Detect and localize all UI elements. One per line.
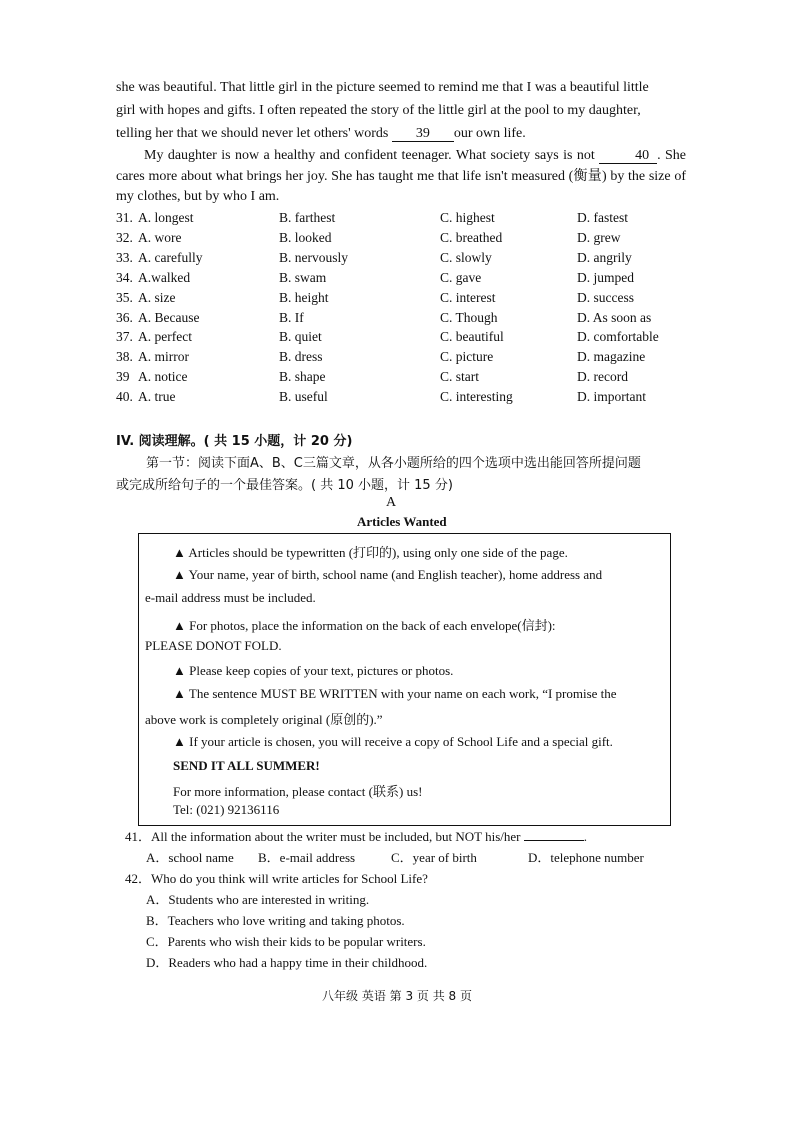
option-a: A. wore xyxy=(138,229,182,245)
option-row-number: 31. xyxy=(116,210,133,225)
option-c: C. beautiful xyxy=(440,329,504,345)
option-c: C. interesting xyxy=(440,389,513,405)
question-41-tail: . xyxy=(583,829,587,844)
option-b: B. dress xyxy=(279,349,323,365)
option-row-number: 35. xyxy=(116,289,133,305)
section-instruction-1: 第一节：阅读下面A、B、C三篇文章，从各小题所给的四个选项中选出能回答所提问题 xyxy=(146,456,641,471)
page-footer: 八年级 英语 第 3 页 共 8 页 xyxy=(322,989,472,1003)
notice-line-1: ▲ Articles should be typewritten (打印的), using only one side of the page. xyxy=(173,545,568,560)
section-iv-title: IV. 阅读理解。( 共 15 小题，计 20 分) xyxy=(116,434,353,449)
option-b: B. shape xyxy=(279,369,326,385)
option-a: A. mirror xyxy=(138,349,189,365)
passage-line-1: she was beautiful. That little girl in the picture seemed to remind me that I was a beautiful little xyxy=(116,80,649,95)
option-a: A.walked xyxy=(138,269,191,285)
question-41-option-b: B．e-mail address xyxy=(258,850,356,865)
option-d: D. success xyxy=(577,289,634,305)
notice-line-8: For more information, please contact (联系) us! xyxy=(173,784,423,799)
question-41-blank xyxy=(524,840,584,841)
question-41-text: 41．All the information about the writer must be included, but NOT his/her xyxy=(125,829,521,844)
option-b: B. quiet xyxy=(279,329,322,345)
option-b: B. height xyxy=(279,289,329,305)
question-42-option-b: B．Teachers who love writing and taking photos. xyxy=(146,913,405,928)
option-b: B. useful xyxy=(279,389,328,405)
notice-line-5a: ▲ The sentence MUST BE WRITTEN with your name on each work, “I promise the xyxy=(173,686,617,701)
option-b: B. looked xyxy=(279,229,332,245)
option-a: A. longest xyxy=(138,210,194,225)
passage-paragraph-2 xyxy=(116,146,686,208)
passage-line-3-start: telling her that we should never let others' words xyxy=(116,126,389,141)
option-a: A. notice xyxy=(138,369,188,385)
passage-letter: A xyxy=(386,495,397,510)
notice-line-3b: PLEASE DONOT FOLD. xyxy=(145,638,282,653)
option-c: C. slowly xyxy=(440,249,492,265)
section-instruction-2: 或完成所给句子的一个最佳答案。( 共 10 小题，计 15 分) xyxy=(116,478,453,493)
notice-line-7: SEND IT ALL SUMMER! xyxy=(173,758,320,773)
question-41-option-d: D．telephone number xyxy=(528,850,644,865)
option-b: B. nervously xyxy=(279,249,348,265)
question-42-option-c: C．Parents who wish their kids to be popular writers. xyxy=(146,934,426,949)
option-b: B. If xyxy=(279,309,304,325)
notice-box xyxy=(138,533,671,826)
article-title: Articles Wanted xyxy=(357,514,447,529)
option-d: D. comfortable xyxy=(577,329,659,345)
option-row-number: 38. xyxy=(116,349,133,365)
question-41-stem xyxy=(125,826,587,845)
notice-line-9: Tel: (021) 92136116 xyxy=(173,802,280,817)
option-c: C. breathed xyxy=(440,229,503,245)
option-b: B. farthest xyxy=(279,210,336,225)
paragraph-2-start: My daughter is now a healthy and confident teenager. What society says is not xyxy=(144,148,595,163)
passage-line-2: girl with hopes and gifts. I often repeated the story of the little girl at the pool to my daughter, xyxy=(116,103,641,118)
notice-line-2b: e-mail address must be included. xyxy=(145,590,316,605)
option-row-number: 33. xyxy=(116,249,133,265)
paragraph-2-end: . She cares more about what brings her joy. She has taught me that life isn't measured (衡量) by the size of my clothes, but by who I am. xyxy=(116,148,687,204)
notice-line-3: ▲ For photos, place the information on the back of each envelope(信封): xyxy=(173,618,556,633)
option-c: C. Though xyxy=(440,309,498,325)
option-d: D. angrily xyxy=(577,249,632,265)
option-c: C. gave xyxy=(440,269,482,285)
option-d: D. grew xyxy=(577,229,621,245)
option-d: D. fastest xyxy=(577,210,628,225)
question-41-option-a: A．school name xyxy=(146,850,234,865)
notice-line-5b: above work is completely original (原创的).” xyxy=(145,712,383,727)
option-row-number: 40. xyxy=(116,389,133,405)
option-a: A. true xyxy=(138,389,176,405)
option-d: D. As soon as xyxy=(577,309,652,325)
blank-39: 39 xyxy=(392,126,454,142)
option-c: C. picture xyxy=(440,349,494,365)
question-41-option-c: C．year of birth xyxy=(391,850,477,865)
option-d: D. magazine xyxy=(577,349,646,365)
option-a: A. size xyxy=(138,289,176,305)
option-a: A. perfect xyxy=(138,329,192,345)
option-d: D. important xyxy=(577,389,646,405)
passage-line-3-end: our own life. xyxy=(453,126,526,141)
question-42-option-a: A．Students who are interested in writing. xyxy=(146,892,370,907)
option-c: C. interest xyxy=(440,289,496,305)
option-row-number: 32. xyxy=(116,229,133,245)
passage-line-3 xyxy=(116,126,526,142)
option-row-number: 37. xyxy=(116,329,133,345)
notice-line-2a: ▲ Your name, year of birth, school name (and English teacher), home address and xyxy=(173,567,603,582)
question-42-stem: 42．Who do you think will write articles for School Life? xyxy=(125,871,428,886)
option-a: A. carefully xyxy=(138,249,203,265)
option-a: A. Because xyxy=(138,309,200,325)
notice-line-4: ▲ Please keep copies of your text, pictures or photos. xyxy=(173,663,454,678)
option-b: B. swam xyxy=(279,269,327,285)
question-42-option-d: D．Readers who had a happy time in their childhood. xyxy=(146,955,428,970)
option-row-number: 39 xyxy=(116,369,130,385)
option-d: D. jumped xyxy=(577,269,634,285)
option-row-number: 34. xyxy=(116,269,133,285)
option-c: C. highest xyxy=(440,210,495,225)
option-row-number: 36. xyxy=(116,309,133,325)
notice-line-6: ▲ If your article is chosen, you will receive a copy of School Life and a special gift. xyxy=(173,734,613,749)
blank-40: 40 xyxy=(599,148,657,164)
option-d: D. record xyxy=(577,369,628,385)
option-c: C. start xyxy=(440,369,479,385)
